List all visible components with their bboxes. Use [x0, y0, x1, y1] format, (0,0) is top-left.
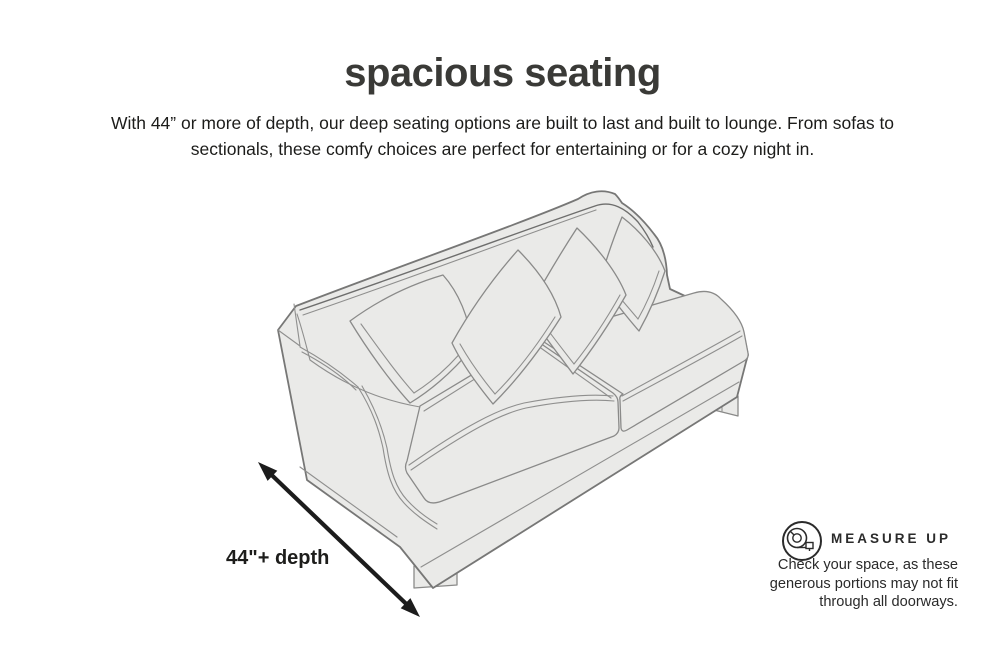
depth-label: 44"+ depth	[226, 547, 330, 569]
measure-up-heading: MEASURE UP	[831, 531, 952, 546]
page-description: With 44” or more of depth, our deep seating options are built to last and built to lounge. From sofas to sectionals, these comfy choices are perfect for entertaining or for a cozy night in.	[110, 113, 895, 159]
sofa-illustration	[278, 191, 748, 588]
measure-up-note: Check your space, as these generous portions may not fit through all doorways.	[769, 557, 958, 611]
page-title: spacious seating	[344, 51, 661, 95]
